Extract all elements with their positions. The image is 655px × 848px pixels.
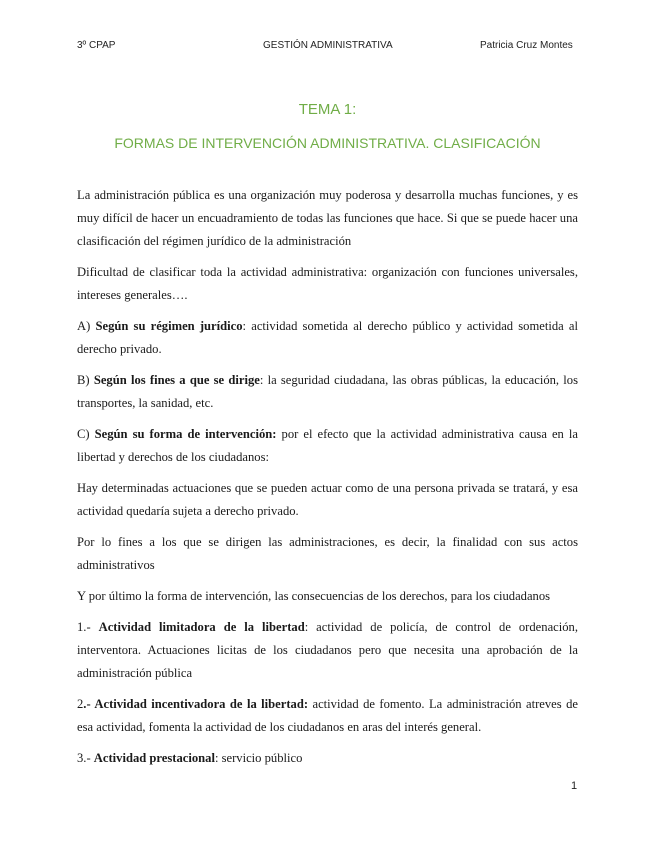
paragraph-difficulty: Dificultad de clasificar toda la actividad administrativa: organización con funciones universales, intereses generales…. xyxy=(77,265,578,302)
criterion-c-prefix: C) xyxy=(77,427,95,441)
paragraph-criterion-b xyxy=(77,369,578,415)
paragraph-activity-1 xyxy=(77,616,578,685)
page-number: 1 xyxy=(571,780,578,792)
paragraph-intervention: Y por último la forma de intervención, las consecuencias de los derechos, para los ciudadanos xyxy=(77,589,551,603)
criterion-a-prefix: A) xyxy=(77,319,96,333)
paragraph-activity-3 xyxy=(77,747,578,770)
header-subject: GESTIÓN ADMINISTRATIVA xyxy=(263,40,393,51)
activity-1-text: : actividad de policía, de control de ordenación, interventora. Actuaciones licitas de los ciudadanos pero que necesita una aprobación de la administración pública xyxy=(77,620,578,680)
page-subtitle: FORMAS DE INTERVENCIÓN ADMINISTRATIVA. CLASIFICACIÓN xyxy=(114,135,541,151)
criterion-b-heading: Según los fines a que se dirige xyxy=(93,373,260,387)
paragraph-activity-2 xyxy=(77,693,578,739)
header-author: Patricia Cruz Montes xyxy=(480,40,573,51)
criterion-c-heading: Según su forma de intervención: xyxy=(94,427,277,441)
paragraph-criterion-a xyxy=(77,315,578,361)
criterion-b-prefix: B) xyxy=(77,373,94,387)
activity-3-prefix: 3.- xyxy=(77,751,94,765)
paragraph-private-law: Hay determinadas actuaciones que se pueden actuar como de una persona privada se tratará, y esa actividad quedaría sujeta a derecho privado. xyxy=(77,481,578,518)
activity-2-prefix: 2 xyxy=(77,697,84,711)
paragraph-criterion-c xyxy=(77,423,578,469)
criterion-c-text: por el efecto que la actividad administrativa causa en la libertad y derechos de los ciudadanos: xyxy=(77,427,578,464)
document-body xyxy=(77,184,578,778)
activity-1-prefix: 1.- xyxy=(77,620,99,634)
paragraph-intro: La administración pública es una organización muy poderosa y desarrolla muchas funciones, y es muy difícil de hacer un encuadramiento de todas las funciones que hace. Si que se puede hacer una clasificación del régimen jurídico de la administración xyxy=(77,188,578,248)
activity-2-heading: .- Actividad incentivadora de la libertad: xyxy=(83,697,309,711)
activity-2-text: actividad de fomento. La administración atreves de esa actividad, fomenta la actividad de los ciudadanos en aras del interés general. xyxy=(77,697,578,734)
paragraph-purposes: Por lo fines a los que se dirigen las administraciones, es decir, la finalidad con sus actos administrativos xyxy=(77,535,578,572)
criterion-b-text: : la seguridad ciudadana, las obras públicas, la educación, los transportes, la sanidad, etc. xyxy=(77,373,578,410)
activity-3-heading: Actividad prestacional xyxy=(93,751,215,765)
page-title: TEMA 1: xyxy=(298,101,357,118)
header-course: 3º CPAP xyxy=(77,40,116,51)
activity-3-text: : servicio público xyxy=(214,751,303,765)
activity-1-heading: Actividad limitadora de la libertad xyxy=(98,620,305,634)
criterion-a-text: : actividad sometida al derecho público y actividad sometida al derecho privado. xyxy=(77,319,578,356)
criterion-a-heading: Según su régimen jurídico xyxy=(95,319,243,333)
